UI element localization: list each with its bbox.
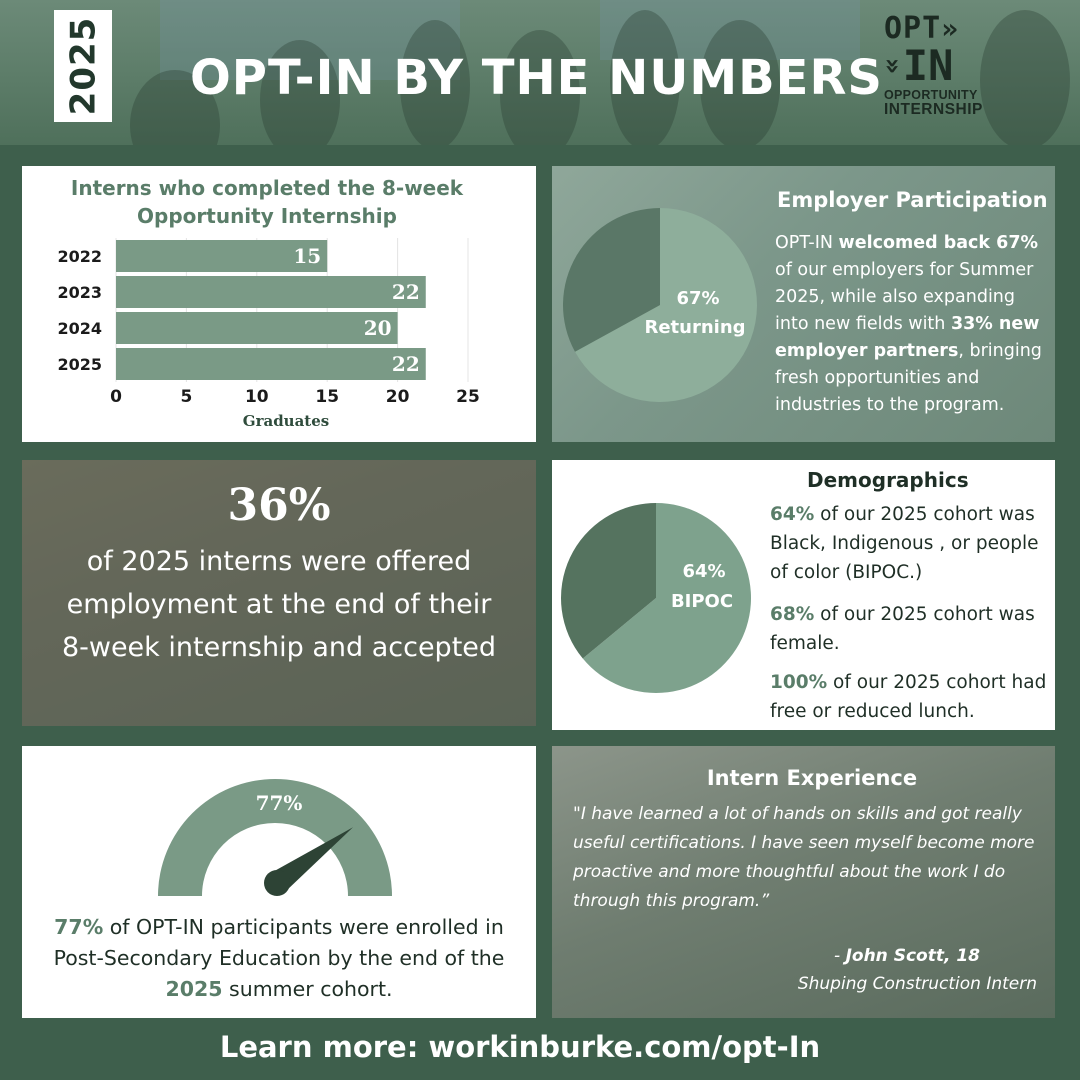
opt-in-logo — [877, 11, 1004, 130]
logo-arrows-icon: » — [941, 12, 960, 45]
demographic-stat-female: 68% of our 2025 cohort was female. — [770, 604, 1035, 654]
bar — [116, 276, 426, 308]
gauge-label: 77% — [255, 791, 303, 815]
year-label: 2025 — [63, 16, 104, 116]
x-tick-label: 15 — [315, 387, 340, 407]
bar-value-label: 20 — [363, 316, 392, 340]
quote-author: - John Scott, 18 — [834, 946, 980, 966]
logo-line-2: » IN — [877, 41, 954, 90]
pie-label-text: BIPOC — [670, 591, 734, 612]
y-tick-label: 2024 — [57, 319, 102, 338]
bar-chart-title: Interns who completed the 8-week Opportunity Internship — [70, 176, 464, 228]
logo-chevron-icon: » — [877, 57, 908, 75]
education-text: 77% of OPT-IN participants were enrolled in Post-Secondary Education by the end of the 2025 summer cohort. — [53, 915, 505, 1001]
bar — [116, 312, 398, 344]
pie-label-percent: 67% — [676, 288, 720, 309]
demographic-stat-lunch: 100% of our 2025 cohort had free or reduced lunch. — [770, 672, 1047, 722]
page-title: OPT-IN BY THE NUMBERS — [190, 50, 883, 106]
employer-title: Employer Participation — [777, 188, 1048, 212]
bar-value-label: 22 — [391, 280, 420, 304]
intern-experience-panel — [552, 746, 1055, 1018]
x-tick-label: 25 — [456, 387, 480, 407]
quote-author-role: Shuping Construction Intern — [797, 974, 1037, 994]
employment-offer-panel — [22, 460, 536, 726]
y-tick-label: 2025 — [57, 355, 102, 374]
employer-participation-panel — [552, 166, 1055, 442]
education-panel — [22, 746, 536, 1018]
x-tick-label: 0 — [110, 387, 122, 407]
year-tab — [54, 10, 112, 122]
employer-text: OPT-IN welcomed back 67% of our employers for Summer 2025, while also expanding into new fields with 33% new employer partners, bringing fresh opportunities and industries to the program. — [775, 233, 1042, 415]
x-axis-label: Graduates — [242, 412, 330, 430]
logo-line-3: OPPORTUNITY — [884, 88, 978, 102]
bipoc-pie-chart — [552, 460, 772, 730]
bar — [116, 348, 426, 380]
demographics-title: Demographics — [807, 468, 969, 492]
employment-text: of 2025 interns were offered employment at the end of their 8-week internship and accepted — [61, 546, 497, 663]
demographic-stat-bipoc: 64% of our 2025 cohort was Black, Indigenous , or people of color (BIPOC.) — [770, 504, 1039, 583]
logo-line-4: INTERNSHIP — [884, 101, 983, 118]
y-tick-label: 2023 — [57, 283, 102, 302]
experience-title: Intern Experience — [706, 766, 918, 790]
gauge-needle-hub — [264, 870, 290, 896]
bar-value-label: 15 — [293, 244, 322, 268]
education-gauge — [22, 746, 536, 916]
x-tick-label: 5 — [180, 387, 193, 407]
pie-label-text: Returning — [644, 317, 746, 338]
bar-chart-panel — [22, 166, 536, 442]
x-tick-label: 20 — [385, 387, 410, 407]
y-tick-label: 2022 — [57, 247, 102, 266]
bar-chart — [22, 166, 536, 442]
x-tick-label: 10 — [244, 387, 269, 407]
employment-stat: 36% — [227, 480, 331, 531]
demographics-panel — [552, 460, 1055, 730]
bar-value-label: 22 — [391, 352, 420, 376]
footer-link[interactable]: Learn more: workinburke.com/opt-In — [219, 1030, 821, 1064]
logo-line-1: OPT» — [884, 11, 960, 46]
pie-label-percent: 64% — [682, 561, 726, 582]
intern-quote: "I have learned a lot of hands on skills and got really useful certifications. I have seen myself become more proactive and more thoughtful about the work I do through this program.” — [573, 804, 1035, 911]
